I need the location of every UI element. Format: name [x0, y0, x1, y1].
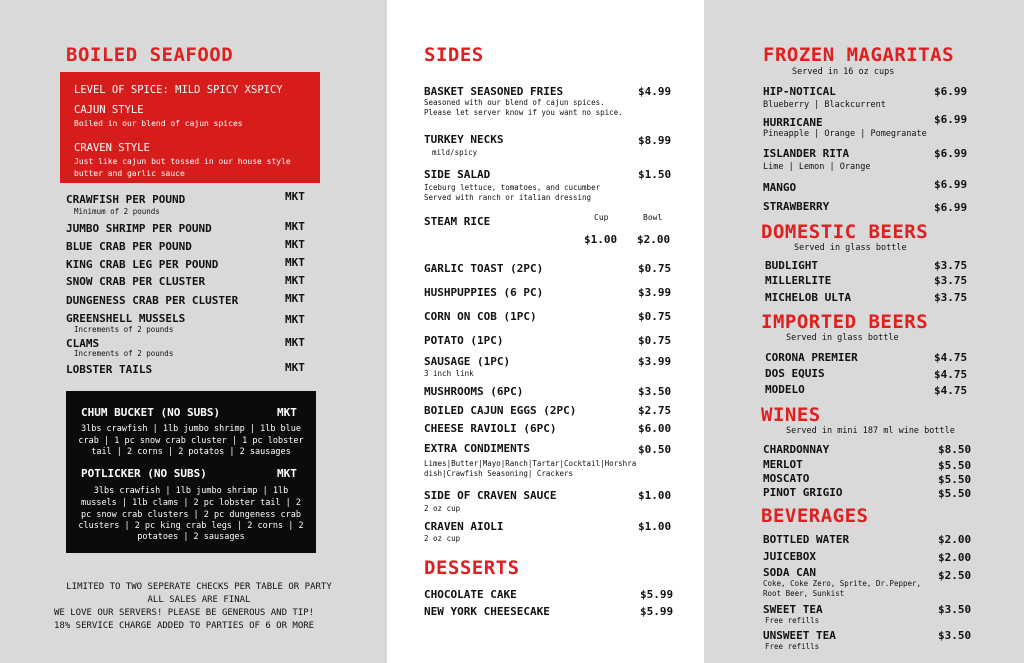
item-name: SWEET TEA [763, 603, 823, 616]
item-name: EXTRA CONDIMENTS [424, 442, 530, 455]
spice-level-header: LEVEL OF SPICE: MILD SPICY XSPICY [74, 84, 283, 96]
item-price: $1.50 [638, 168, 672, 181]
cup-label: Cup [594, 213, 609, 222]
item-note: Free refills [765, 616, 820, 625]
item-price: $0.75 [638, 334, 672, 347]
cajun-style-desc: Boiled in our blend of cajun spices [74, 119, 243, 128]
item-name: SIDE SALAD [424, 168, 491, 181]
item-name: MUSHROOMS (6PC) [424, 385, 524, 398]
item-name: MERLOT [763, 458, 803, 471]
footer-line: 18% SERVICE CHARGE ADDED TO PARTIES OF 6 OR MORE [54, 621, 315, 631]
craven-style-title: CRAVEN STYLE [74, 142, 150, 154]
item-name: STRAWBERRY [763, 200, 830, 213]
footer-line: LIMITED TO TWO SEPERATE CHECKS PER TABLE OR PARTY [66, 582, 332, 592]
item-note: Increments of 2 pounds [74, 325, 174, 334]
spice-level-box [60, 72, 320, 183]
margaritas-subtitle: Served in 16 oz cups [792, 67, 895, 77]
item-note: Blueberry | Blackcurrent [763, 100, 886, 110]
item-price: $1.00 [638, 489, 672, 502]
item-price: $3.75 [934, 291, 968, 304]
item-price: $6.99 [934, 113, 968, 126]
item-name: STEAM RICE [424, 215, 491, 228]
margaritas-title: FROZEN MAGARITAS [763, 44, 955, 66]
boiled-seafood-title: BOILED SEAFOOD [66, 44, 234, 66]
item-name: CLAMS [66, 337, 100, 350]
domestic-subtitle: Served in glass bottle [794, 243, 907, 253]
bowl-label: Bowl [643, 213, 663, 222]
item-note: Free refills [765, 642, 820, 651]
item-name: MOSCATO [763, 472, 810, 485]
drinks-panel [704, 0, 1024, 663]
item-note: Lime | Lemon | Orange [763, 162, 871, 172]
item-price: $0.50 [638, 443, 672, 456]
item-name: BASKET SEASONED FRIES [424, 85, 564, 98]
item-name: SNOW CRAB PER CLUSTER [66, 275, 206, 288]
item-name: PINOT GRIGIO [763, 486, 843, 499]
item-note: mild/spicy [432, 148, 478, 157]
item-note: 2 oz cup [424, 504, 461, 513]
item-name: CHEESE RAVIOLI (6PC) [424, 422, 557, 435]
item-price: MKT [285, 238, 305, 251]
chum-bucket-line: 3lbs crawfish | 1lb jumbo shrimp | 1lb blue [80, 424, 302, 434]
item-note: 3 inch link [424, 369, 474, 378]
item-name: BUDLIGHT [765, 259, 818, 272]
item-price: MKT [285, 336, 305, 349]
sides-title: SIDES [424, 44, 484, 66]
item-price: MKT [285, 292, 305, 305]
potlicker-line: potatoes | 2 sausages [137, 532, 245, 542]
item-price: $6.00 [638, 422, 672, 435]
item-price: $3.75 [934, 274, 968, 287]
item-name: DOS EQUIS [765, 367, 825, 380]
item-price: $3.50 [938, 629, 972, 642]
item-name: HUSHPUPPIES (6 PC) [424, 286, 544, 299]
craven-style-desc-2: butter and garlic sauce [74, 169, 185, 178]
cajun-style-title: CAJUN STYLE [74, 104, 144, 116]
item-price: $3.50 [938, 603, 972, 616]
item-name: BOILED CAJUN EGGS (2PC) [424, 404, 577, 417]
item-name: GARLIC TOAST (2PC) [424, 262, 544, 275]
item-note: Please let server know if you want no spice. [424, 108, 623, 117]
potlicker-line: pc snow crab clusters | 2 pc dungeness crab [80, 510, 302, 520]
potlicker-name: POTLICKER (NO SUBS) [81, 467, 207, 480]
item-name: ISLANDER RITA [763, 147, 850, 160]
item-note: Increments of 2 pounds [74, 349, 174, 358]
item-price: $6.99 [934, 147, 968, 160]
item-price: $2.50 [938, 569, 972, 582]
item-name: CHOCOLATE CAKE [424, 588, 517, 601]
item-name: JUICEBOX [763, 550, 816, 563]
item-price: $8.50 [938, 443, 972, 456]
footer-line: ALL SALES ARE FINAL [147, 595, 251, 605]
craven-style-desc-1: Just like cajun but tossed in our house style [74, 157, 291, 166]
wines-subtitle: Served in mini 187 ml wine bottle [786, 426, 955, 436]
item-note: Served with ranch or italian dressing [424, 193, 592, 202]
item-name: SAUSAGE (1PC) [424, 355, 511, 368]
item-note: Coke, Coke Zero, Sprite, Dr.Pepper, Root Beer, Sunkist [763, 579, 922, 598]
item-price: $5.99 [640, 588, 674, 601]
domestic-title: DOMESTIC BEERS [761, 221, 929, 243]
item-name: DUNGENESS CRAB PER CLUSTER [66, 294, 239, 307]
item-note: dish|Crawfish Seasoning| Crackers [424, 469, 574, 478]
item-note: Minimum of 2 pounds [74, 207, 160, 216]
item-price: $6.99 [934, 178, 968, 191]
item-price: $4.99 [638, 85, 672, 98]
item-price: $5.50 [938, 459, 972, 472]
item-name: UNSWEET TEA [763, 629, 836, 642]
item-note: Seasoned with our blend of cajun spices. [424, 98, 605, 107]
item-note: Limes|Butter|Mayo|Ranch|Tartar|Cocktail|Horshra [424, 459, 637, 468]
item-price: $3.50 [638, 385, 672, 398]
item-price: MKT [285, 190, 305, 203]
item-price: $3.99 [638, 355, 672, 368]
item-name: CRAWFISH PER POUND [66, 193, 186, 206]
item-name: BOTTLED WATER [763, 533, 850, 546]
item-name: CHARDONNAY [763, 443, 830, 456]
item-price: $6.99 [934, 201, 968, 214]
item-name: CORN ON COB (1PC) [424, 310, 537, 323]
item-price: $2.00 [938, 533, 972, 546]
item-note: Iceburg lettuce, tomatoes, and cucumber [424, 183, 601, 192]
item-price: $3.99 [638, 286, 672, 299]
item-price: $2.75 [638, 404, 672, 417]
desserts-title: DESSERTS [424, 557, 520, 579]
item-price: MKT [285, 361, 305, 374]
cup-price: $1.00 [584, 233, 618, 246]
item-price: $1.00 [638, 520, 672, 533]
item-price: $4.75 [934, 351, 968, 364]
item-name: JUMBO SHRIMP PER POUND [66, 222, 212, 235]
sides-panel [387, 0, 704, 663]
item-name: TURKEY NECKS [424, 133, 504, 146]
item-price: MKT [285, 256, 305, 269]
footer-line: WE LOVE OUR SERVERS! PLEASE BE GENEROUS AND TIP! [54, 608, 315, 618]
item-price: $5.50 [938, 473, 972, 486]
item-name: BLUE CRAB PER POUND [66, 240, 192, 253]
item-name: KING CRAB LEG PER POUND [66, 258, 219, 271]
potlicker-line: clusters | 2 pc king crab legs | 2 corns | 2 [78, 521, 304, 531]
item-name: GREENSHELL MUSSELS [66, 312, 186, 325]
item-name: CRAVEN AIOLI [424, 520, 504, 533]
item-name: MILLERLITE [765, 274, 832, 287]
potlicker-line: 3lbs crawfish | 1lb jumbo shrimp | 1lb [93, 486, 289, 496]
imported-subtitle: Served in glass bottle [786, 333, 899, 343]
item-price: $4.75 [934, 368, 968, 381]
item-name: LOBSTER TAILS [66, 363, 153, 376]
item-price: $8.99 [638, 134, 672, 147]
item-price: $5.99 [640, 605, 674, 618]
item-name: NEW YORK CHEESECAKE [424, 605, 550, 618]
item-note: Pineapple | Orange | Pomegranate [763, 129, 927, 139]
item-name: HURRICANE [763, 116, 823, 129]
item-price: $0.75 [638, 310, 672, 323]
boiled-seafood-panel [0, 0, 387, 663]
potlicker-price: MKT [277, 467, 297, 480]
chum-bucket-name: CHUM BUCKET (NO SUBS) [81, 406, 221, 419]
potlicker-line: mussels | 1lb clams | 2 pc lobster tail | 2 [80, 498, 302, 508]
chum-bucket-line: crab | 1 pc snow crab cluster | 1 pc lobster [78, 436, 304, 446]
item-price: $3.75 [934, 259, 968, 272]
item-price: $5.50 [938, 487, 972, 500]
chum-bucket-line: tail | 2 corns | 2 potatos | 2 sausages [91, 447, 291, 457]
item-name: SODA CAN [763, 566, 816, 579]
bowl-price: $2.00 [637, 233, 671, 246]
item-name: CORONA PREMIER [765, 351, 858, 364]
item-price: MKT [285, 274, 305, 287]
chum-bucket-price: MKT [277, 406, 297, 419]
item-price: MKT [285, 313, 305, 326]
buckets-box [66, 391, 316, 553]
item-price: $6.99 [934, 85, 968, 98]
item-name: SIDE OF CRAVEN SAUCE [424, 489, 557, 502]
item-name: MANGO [763, 181, 797, 194]
item-name: HIP-NOTICAL [763, 85, 836, 98]
imported-title: IMPORTED BEERS [761, 311, 929, 333]
item-name: MICHELOB ULTA [765, 291, 852, 304]
item-note: 2 oz cup [424, 534, 461, 543]
item-price: $2.00 [938, 551, 972, 564]
item-price: $0.75 [638, 262, 672, 275]
beverages-title: BEVERAGES [761, 505, 869, 527]
item-price: MKT [285, 220, 305, 233]
wines-title: WINES [761, 404, 821, 426]
item-name: POTATO (1PC) [424, 334, 504, 347]
item-price: $4.75 [934, 384, 968, 397]
item-name: MODELO [765, 383, 805, 396]
